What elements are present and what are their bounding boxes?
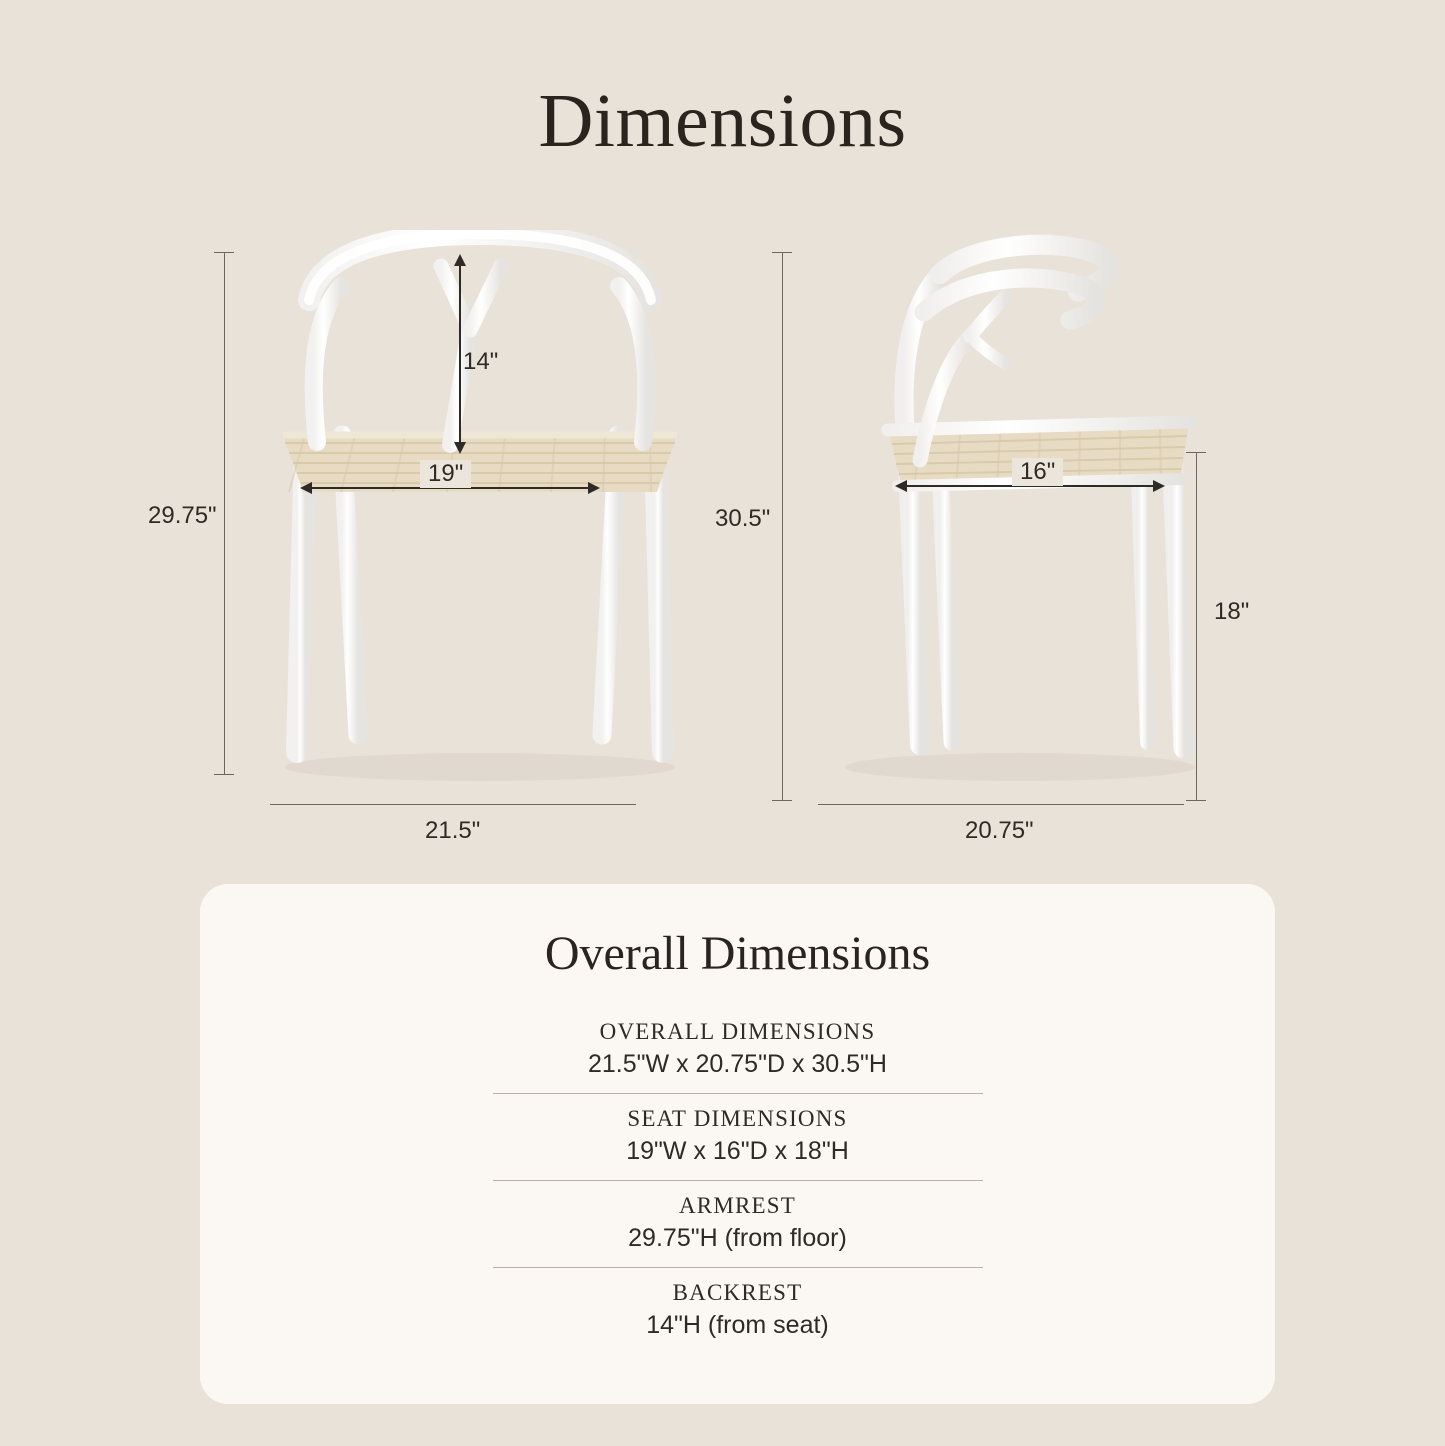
spec-label: BACKREST — [672, 1280, 803, 1305]
front-width-label: 21.5" — [425, 817, 481, 844]
page-title: Dimensions — [538, 79, 907, 163]
side-depth-rule — [818, 804, 1184, 805]
card-title: Overall Dimensions — [544, 927, 931, 980]
side-height-bottom-cap — [772, 800, 792, 801]
seat-height-dimension-line — [1196, 452, 1197, 800]
spec-value: 14"H (from seat) — [646, 1311, 829, 1339]
side-height-label: 30.5" — [715, 505, 771, 532]
diagram-area — [0, 230, 1445, 850]
front-height-dimension-line — [224, 252, 225, 774]
spec-row — [493, 1267, 983, 1354]
side-height-top-cap — [772, 252, 792, 253]
front-height-top-cap — [214, 252, 234, 253]
overall-dimensions-card — [200, 884, 1275, 1404]
side-depth-label: 20.75" — [965, 817, 1034, 844]
backrest-height-label: 14" — [463, 348, 499, 375]
front-height-label: 29.75" — [148, 502, 217, 529]
side-height-dimension-line — [782, 252, 783, 800]
spec-row — [493, 1180, 983, 1267]
seat-width-label: 19" — [420, 460, 471, 488]
spec-value: 19"W x 16"D x 18"H — [626, 1137, 849, 1165]
seat-height-label: 18" — [1214, 598, 1250, 625]
seat-height-top-cap — [1186, 452, 1206, 453]
spec-label: SEAT DIMENSIONS — [627, 1106, 848, 1131]
front-width-rule — [270, 804, 636, 805]
spec-row — [493, 1007, 983, 1093]
spec-row — [493, 1093, 983, 1180]
spec-list — [493, 1007, 983, 1354]
spec-value: 21.5"W x 20.75"D x 30.5"H — [588, 1050, 887, 1078]
spec-label: ARMREST — [678, 1193, 797, 1218]
spec-value: 29.75"H (from floor) — [628, 1224, 847, 1252]
spec-label: OVERALL DIMENSIONS — [599, 1019, 876, 1044]
side-view-chair-illustration — [820, 230, 1220, 790]
front-height-bottom-cap — [214, 774, 234, 775]
seat-depth-label: 16" — [1012, 458, 1063, 486]
front-view-chair-illustration — [245, 230, 715, 790]
seat-height-bottom-cap — [1186, 800, 1206, 801]
